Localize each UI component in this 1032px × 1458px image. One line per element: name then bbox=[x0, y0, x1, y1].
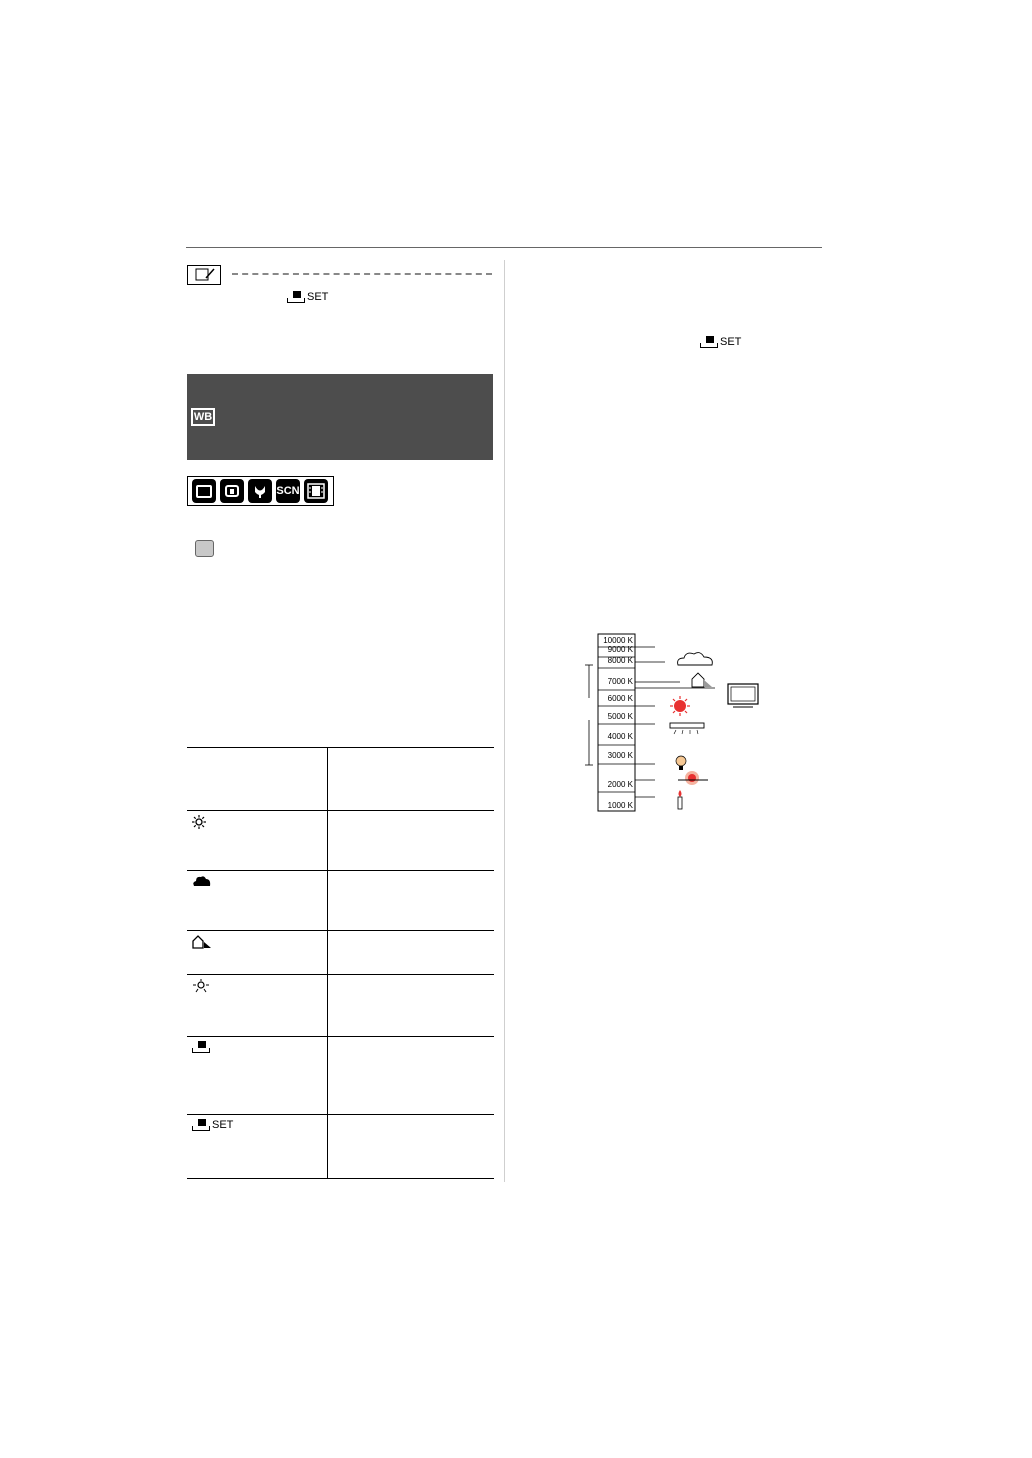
table-cell bbox=[328, 1115, 495, 1179]
sunset-icon bbox=[678, 771, 708, 785]
table-cell bbox=[328, 931, 495, 975]
section-banner bbox=[187, 374, 493, 460]
sun-icon bbox=[192, 815, 206, 829]
note-pencil-icon bbox=[187, 265, 221, 285]
wb-badge: WB bbox=[191, 408, 215, 426]
table-cell bbox=[328, 811, 495, 871]
table-cell bbox=[328, 975, 495, 1037]
sun-icon bbox=[670, 696, 690, 716]
table-cell bbox=[328, 748, 495, 811]
table-cell bbox=[187, 811, 328, 871]
mode-strip bbox=[187, 476, 334, 506]
bulb-icon bbox=[676, 756, 686, 770]
scale-tick-label: 7000 K bbox=[607, 677, 633, 686]
table-cell bbox=[187, 931, 328, 975]
table-row bbox=[187, 748, 494, 811]
scale-tick-label: 8000 K bbox=[607, 656, 633, 665]
shade-icon bbox=[692, 673, 712, 687]
set-symbol-right: SET bbox=[700, 335, 741, 353]
scale-tick-label: 10000 K bbox=[603, 636, 633, 645]
simple-mode-icon bbox=[220, 479, 244, 503]
menu-button-icon bbox=[195, 540, 214, 557]
color-temperature-diagram bbox=[580, 630, 780, 820]
scale-tick-label: 4000 K bbox=[607, 732, 633, 741]
macro-icon bbox=[248, 479, 272, 503]
top-rule bbox=[186, 247, 822, 248]
tv-icon bbox=[728, 684, 758, 707]
movie-icon bbox=[304, 479, 328, 503]
set-symbol: SET bbox=[287, 290, 328, 308]
table-cell bbox=[187, 748, 328, 811]
cloud-icon bbox=[192, 875, 212, 887]
white-set-icon bbox=[192, 1041, 210, 1053]
scene-icon: SCN bbox=[276, 479, 300, 503]
table-row bbox=[187, 1037, 494, 1115]
table-cell bbox=[328, 1037, 495, 1115]
fluorescent-icon bbox=[670, 723, 704, 734]
white-set-icon bbox=[192, 1119, 210, 1131]
camera-icon bbox=[192, 479, 216, 503]
column-divider bbox=[504, 260, 505, 1182]
table-row bbox=[187, 931, 494, 975]
table-row bbox=[187, 975, 494, 1037]
scale-tick-label: 5000 K bbox=[607, 712, 633, 721]
white-set-icon bbox=[700, 336, 718, 348]
table-cell bbox=[187, 975, 328, 1037]
table-cell bbox=[187, 1037, 328, 1115]
scale-tick-label: 2000 K bbox=[607, 780, 633, 789]
table-row bbox=[187, 1115, 494, 1179]
scale-tick-label: 1000 K bbox=[607, 801, 633, 810]
note-separator bbox=[232, 273, 492, 275]
table-cell bbox=[328, 871, 495, 931]
white-balance-table bbox=[187, 747, 494, 1179]
scale-tick-label: 3000 K bbox=[607, 751, 633, 760]
scale-tick-label: 9000 K bbox=[607, 645, 633, 654]
candle-icon bbox=[678, 790, 682, 809]
table-row bbox=[187, 871, 494, 931]
scale-tick-label: 6000 K bbox=[607, 694, 633, 703]
cloud-icon bbox=[678, 653, 713, 665]
halogen-icon bbox=[192, 979, 210, 993]
shade-icon bbox=[192, 935, 212, 949]
table-cell bbox=[187, 871, 328, 931]
table-row bbox=[187, 811, 494, 871]
table-cell: SET bbox=[187, 1115, 328, 1179]
white-set-icon bbox=[287, 291, 305, 303]
